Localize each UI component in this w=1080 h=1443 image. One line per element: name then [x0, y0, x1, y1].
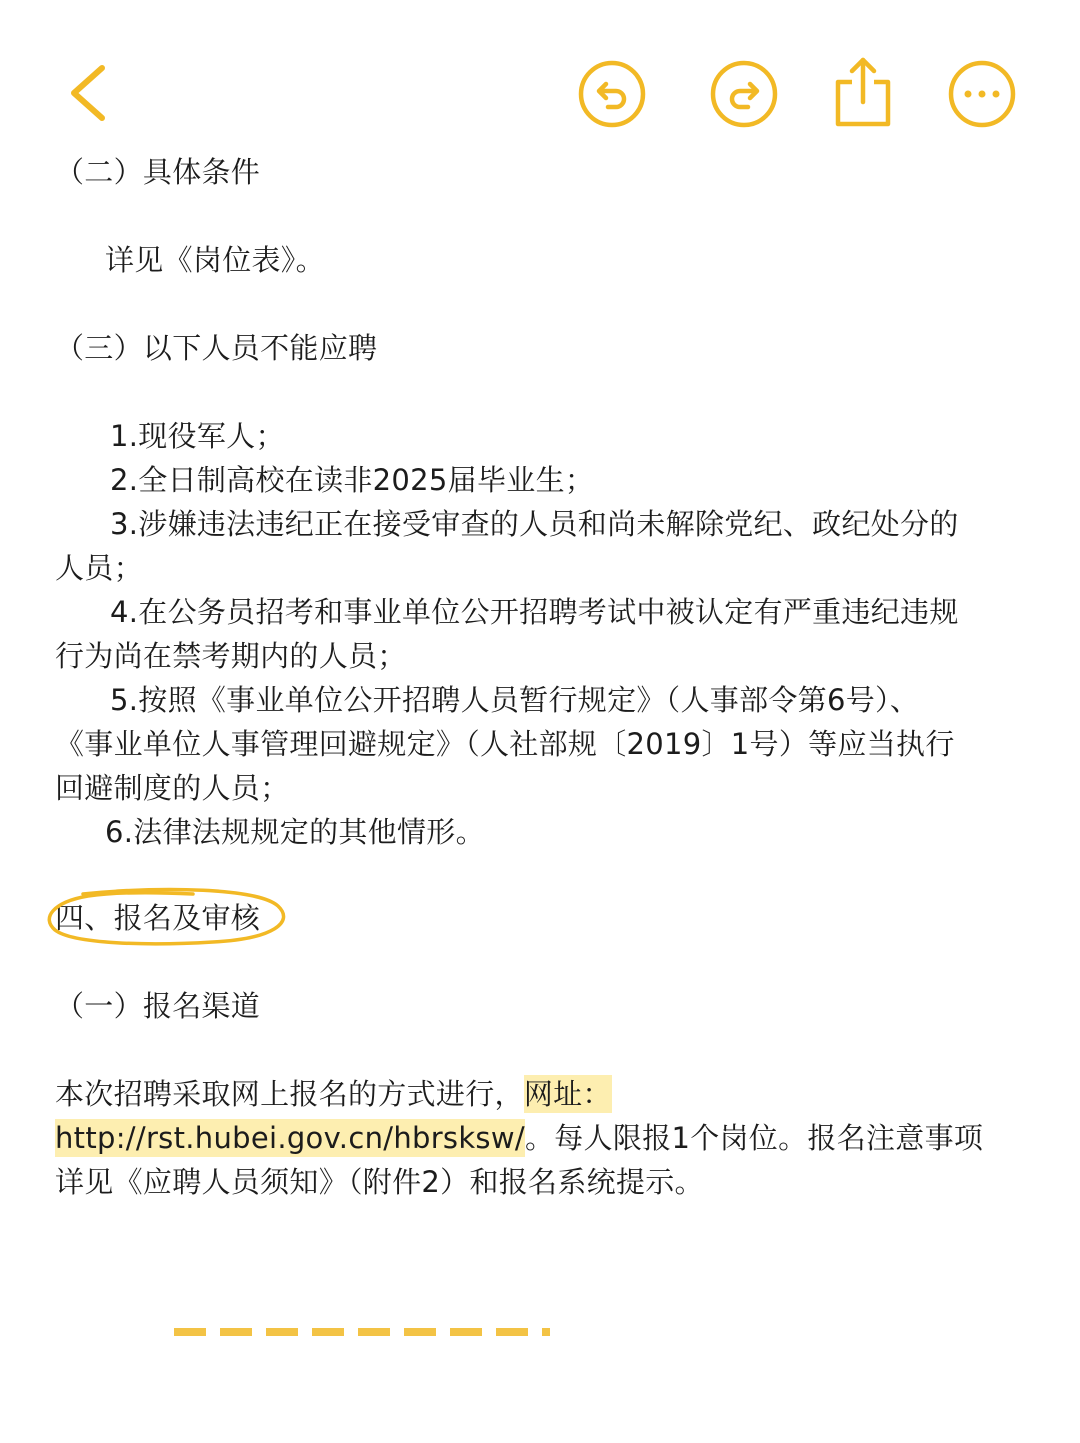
- undo-icon: [576, 58, 648, 130]
- list-item: 6.法律法规规定的其他情形。: [105, 815, 485, 849]
- undo-button[interactable]: [576, 58, 648, 130]
- list-item: 4.在公务员招考和事业单位公开招聘考试中被认定有严重违纪违规: [110, 595, 959, 629]
- section-heading: （一）报名渠道: [55, 989, 261, 1023]
- paragraph-text: 本次招聘采取网上报名的方式进行，: [55, 1077, 524, 1111]
- list-item-continuation: 回避制度的人员；: [55, 771, 290, 805]
- list-item: 5.按照《事业单位公开招聘人员暂行规定》（人事部令第6号）、: [110, 683, 920, 717]
- toolbar: [0, 0, 1080, 150]
- dashed-divider: [172, 1326, 552, 1338]
- list-item: 1.现役军人；: [110, 419, 285, 453]
- section-heading: （三）以下人员不能应聘: [55, 331, 378, 365]
- highlighted-text: 网址：: [523, 1077, 612, 1111]
- list-item-continuation: 《事业单位人事管理回避规定》（人社部规〔2019〕1号）等应当执行: [55, 727, 955, 761]
- list-item: 3.涉嫌违法违纪正在接受审查的人员和尚未解除党纪、政纪处分的: [110, 507, 959, 541]
- paragraph-line: 详见《应聘人员须知》（附件2）和报名系统提示。: [55, 1165, 704, 1199]
- share-button[interactable]: [830, 52, 896, 132]
- share-icon: [830, 52, 896, 132]
- back-button[interactable]: [62, 60, 118, 126]
- redo-icon: [708, 58, 780, 130]
- more-button[interactable]: [946, 58, 1018, 130]
- circled-heading: [55, 896, 260, 940]
- section-heading: （二）具体条件: [55, 155, 261, 189]
- paragraph-line: [55, 1072, 1030, 1116]
- list-item-continuation: 人员；: [55, 551, 143, 585]
- section-heading-wrap: [55, 896, 1030, 940]
- section-heading: 四、报名及审核: [55, 901, 261, 935]
- paragraph-text: 。每人限报1个岗位。报名注意事项: [524, 1121, 984, 1155]
- redo-button[interactable]: [708, 58, 780, 130]
- url-link[interactable]: http://rst.hubei.gov.cn/hbrsksw/: [55, 1121, 525, 1155]
- chevron-left-icon: [62, 60, 118, 126]
- paragraph: 详见《岗位表》。: [105, 243, 325, 277]
- more-icon: [946, 58, 1018, 130]
- list-item-continuation: 行为尚在禁考期内的人员；: [55, 639, 407, 673]
- paragraph-line: [55, 1116, 1030, 1160]
- list-item: 2.全日制高校在读非2025届毕业生；: [110, 463, 595, 497]
